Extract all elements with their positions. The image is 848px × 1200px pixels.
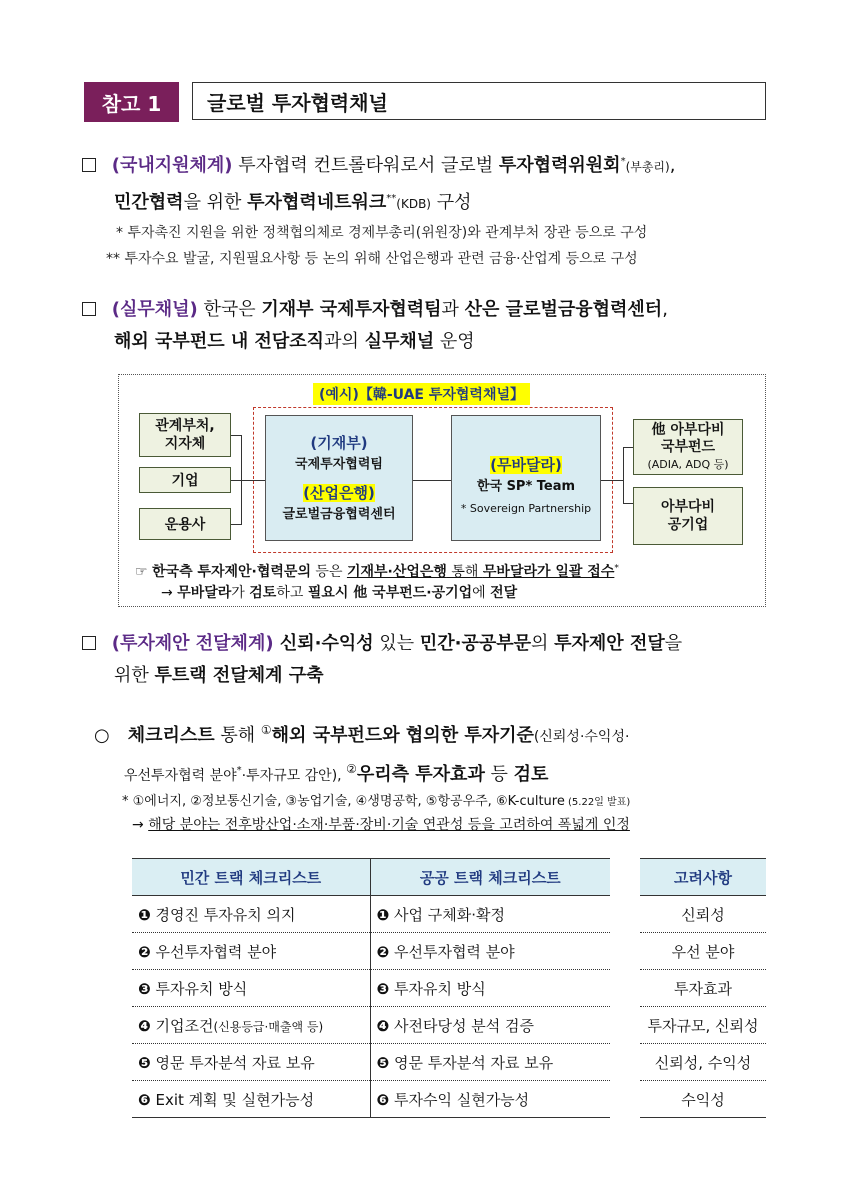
text-bold: 투자제안 전달 xyxy=(554,633,665,654)
text-bold: 무바달라 xyxy=(177,585,232,601)
section-label: (투자제안 전달체계) xyxy=(111,633,274,654)
text: 등 xyxy=(484,764,514,785)
table-row xyxy=(132,1007,766,1044)
text: * ①에너지, ②정보통신기술, ③농업기술, ④생명공학, ⑤항공우주, ⑥K-culture xyxy=(122,794,565,809)
footnote-mark: ** xyxy=(386,193,397,204)
text: 운영 xyxy=(434,331,475,352)
private-item: 투자유치 방식 xyxy=(155,979,248,998)
number-icon: ❶ xyxy=(376,905,390,924)
diagram-note-2 xyxy=(161,582,517,602)
swf-examples: (ADIA, ADQ 등) xyxy=(647,457,729,471)
number-icon: ❹ xyxy=(376,1016,390,1035)
number-icon: ❺ xyxy=(138,1053,151,1072)
footnote-mark: * xyxy=(620,156,626,167)
number-icon: ❻ xyxy=(138,1090,151,1109)
text: 구성 xyxy=(431,192,472,213)
public-item: 우선투자협력 분야 xyxy=(393,942,515,961)
text-bold: 검토 xyxy=(249,585,277,601)
text-bold: 전달 xyxy=(490,585,518,601)
text-small: (신뢰성·수익성· xyxy=(533,729,630,745)
text: 을 위한 xyxy=(183,192,248,213)
public-item: 투자수익 실현가능성 xyxy=(393,1090,530,1109)
consideration: 우선 분야 xyxy=(671,942,735,961)
text-small: (5.22일 발표) xyxy=(564,797,631,808)
pointer-icon: ☞ xyxy=(135,564,148,580)
spacer-cell xyxy=(610,933,640,970)
public-cell xyxy=(370,933,610,970)
moef-label: (기재부) xyxy=(310,434,368,452)
private-item: Exit 계획 및 실현가능성 xyxy=(155,1090,315,1109)
number-icon: ❶ xyxy=(138,905,151,924)
text: 을 xyxy=(664,633,683,654)
consideration: 수익성 xyxy=(681,1090,725,1109)
text-bold: 신뢰·수익성 xyxy=(273,633,374,654)
box-moef-kdb xyxy=(265,415,413,541)
text: 등은 xyxy=(310,564,347,580)
box-mubadala xyxy=(451,415,601,541)
spacer-cell xyxy=(610,1081,640,1118)
footnote-mark: * xyxy=(236,765,242,776)
text-bold: 무바달라가 일괄 접수 xyxy=(482,564,615,580)
footnote-1: * 투자촉진 지원을 위한 정책협의체로 경제부총리(위원장)와 관계부처 장관 등으로 구성 xyxy=(116,225,648,241)
text-bold: 기재부·산업은행 xyxy=(346,564,447,580)
private-item: 기업조건 xyxy=(155,1016,214,1035)
text-bold: 기재부 국제투자협력팀 xyxy=(261,299,442,320)
header-considerations: 고려사항 xyxy=(640,859,766,896)
mubadala-note: * Sovereign Partnership xyxy=(460,502,592,515)
consideration: 투자규모, 신뢰성 xyxy=(647,1016,759,1035)
text-bold: 검토 xyxy=(513,764,549,785)
private-cell xyxy=(132,1044,370,1081)
private-cell xyxy=(132,1081,370,1118)
private-item: 영문 투자분석 자료 보유 xyxy=(155,1053,315,1072)
consideration: 신뢰성 xyxy=(681,905,725,924)
text-small: (부총리) xyxy=(625,160,670,174)
header-private: 민간 트랙 체크리스트 xyxy=(132,859,370,896)
moef-team: 국제투자협력팀 xyxy=(295,457,383,472)
text-bold: 민간·공공부문 xyxy=(419,633,532,654)
private-item-note: (신용등급·매출액 등) xyxy=(213,1019,324,1034)
text: 있는 xyxy=(373,633,420,654)
circle-number: ② xyxy=(346,762,357,776)
text-bold: 체크리스트 xyxy=(127,725,215,746)
table-row xyxy=(132,1081,766,1118)
consideration-cell xyxy=(640,1007,766,1044)
mubadala-label: (무바달라) xyxy=(490,456,562,474)
spacer-cell xyxy=(610,1007,640,1044)
text: 과의 xyxy=(324,331,365,352)
number-icon: ❺ xyxy=(376,1053,390,1072)
text: 투자협력 컨트롤타워로서 글로벌 xyxy=(232,155,499,176)
text: 에 xyxy=(472,585,491,601)
checklist-paragraph xyxy=(94,714,774,792)
section-domestic xyxy=(82,146,772,220)
sector-note xyxy=(132,814,630,834)
header-public: 공공 트랙 체크리스트 xyxy=(370,859,610,896)
public-cell xyxy=(370,1081,610,1118)
consideration-cell xyxy=(640,970,766,1007)
private-cell xyxy=(132,1007,370,1044)
checklist-table xyxy=(132,858,766,1118)
box-ministries: 관계부처, 지자체 xyxy=(139,413,231,457)
public-cell xyxy=(370,1007,610,1044)
text-bold: 해외 국부펀드 내 전담조직 xyxy=(114,331,325,352)
number-icon: ❹ xyxy=(138,1016,151,1035)
table-row xyxy=(132,933,766,970)
spacer-cell xyxy=(610,1044,640,1081)
text: 해당 분야는 전후방산업·소재·부품·장비·기술 연관성 등을 고려하여 폭넓게 인정 xyxy=(148,817,630,833)
table-row xyxy=(132,970,766,1007)
number-icon: ❷ xyxy=(138,942,151,961)
footnote-mark: * xyxy=(614,563,619,574)
private-item: 경영진 투자유치 의지 xyxy=(155,905,296,924)
text-bold: 필요시 他 국부펀드·공기업 xyxy=(307,585,473,601)
text: 통해 xyxy=(446,564,483,580)
text-bold: 투트랙 전달체계 구축 xyxy=(154,665,324,686)
channel-diagram xyxy=(118,374,766,607)
text-bold: 우리측 투자효과 xyxy=(356,764,485,785)
section-label: (실무채널) xyxy=(111,299,198,320)
consideration: 투자효과 xyxy=(674,979,732,998)
text-bold: 투자협력네트워크 xyxy=(247,192,387,213)
consideration-cell xyxy=(640,1081,766,1118)
text-bold: 민간협력 xyxy=(114,192,184,213)
number-icon: ❻ xyxy=(376,1090,390,1109)
kdb-label: (산업은행) xyxy=(303,484,375,502)
number-icon: ❷ xyxy=(376,942,390,961)
number-icon: ❸ xyxy=(376,979,390,998)
footnote-2: ** 투자수요 발굴, 지원필요사항 등 논의 위해 산업은행과 관련 금융·산업계 등으로 구성 xyxy=(106,251,638,267)
bullet-icon: ○ xyxy=(94,725,110,746)
diagram-title: (예시)【韓-UAE 투자협력채널】 xyxy=(313,383,530,405)
text-bold: 투자협력위원회 xyxy=(498,155,621,176)
private-cell xyxy=(132,933,370,970)
public-cell xyxy=(370,1044,610,1081)
text-bold: 실무채널 xyxy=(364,331,435,352)
text-bold: 산은 글로벌금융협력센터 xyxy=(464,299,663,320)
text-small: (KDB) xyxy=(396,197,431,211)
spacer-cell xyxy=(610,896,640,933)
text: → xyxy=(161,585,178,601)
spacer-cell xyxy=(610,970,640,1007)
text: → xyxy=(132,817,149,833)
checkbox-icon xyxy=(82,636,96,650)
section-working-channel xyxy=(82,294,772,358)
public-item: 사업 구체화·확정 xyxy=(393,905,505,924)
section-proposal-system xyxy=(82,628,772,692)
page-title: 글로벌 투자협력채널 xyxy=(192,82,766,120)
box-asset-managers: 운용사 xyxy=(139,508,231,540)
public-cell xyxy=(370,896,610,933)
public-cell xyxy=(370,970,610,1007)
checkbox-icon xyxy=(82,302,96,316)
spacer xyxy=(610,859,640,896)
public-item: 사전타당성 분석 검증 xyxy=(393,1016,534,1035)
circle-number: ① xyxy=(260,723,272,737)
text: 의 xyxy=(531,633,555,654)
text: 통해 xyxy=(214,725,261,746)
text-small: 우선투자협력 분야 xyxy=(124,768,237,784)
public-item: 영문 투자분석 자료 보유 xyxy=(393,1053,554,1072)
text: 과 xyxy=(441,299,465,320)
diagram-note-1 xyxy=(135,561,619,581)
table-row xyxy=(132,896,766,933)
private-item: 우선투자협력 분야 xyxy=(155,942,277,961)
box-abu-dhabi-swf xyxy=(633,419,743,475)
text-small: ·투자규모 감안), xyxy=(241,768,347,784)
box-companies: 기업 xyxy=(139,467,231,493)
consideration-cell xyxy=(640,1044,766,1081)
text: 위한 xyxy=(114,665,155,686)
public-item: 투자유치 방식 xyxy=(393,979,486,998)
section-tag: 참고 1 xyxy=(84,82,179,122)
number-icon: ❸ xyxy=(138,979,151,998)
consideration: 신뢰성, 수익성 xyxy=(654,1053,752,1072)
text-bold: 해외 국부펀드와 협의한 투자기준 xyxy=(271,725,534,746)
sector-footnote xyxy=(122,790,630,809)
consideration-cell xyxy=(640,933,766,970)
checkbox-icon xyxy=(82,158,96,172)
section-label: (국내지원체계) xyxy=(111,155,233,176)
text: 하고 xyxy=(276,585,308,601)
mubadala-team: 한국 SP* Team xyxy=(476,479,576,494)
private-cell xyxy=(132,896,370,933)
swf-label: 他 아부다비 국부펀드 xyxy=(651,421,725,455)
consideration-cell xyxy=(640,896,766,933)
table-header-row xyxy=(132,859,766,896)
kdb-center: 글로벌금융협력센터 xyxy=(282,507,396,522)
box-abu-dhabi-soe: 아부다비 공기업 xyxy=(633,487,743,545)
table-row xyxy=(132,1044,766,1081)
text: 한국은 xyxy=(197,299,262,320)
text: 가 xyxy=(231,585,250,601)
text-bold: 한국측 투자제안·협력문의 xyxy=(152,564,311,580)
text: , xyxy=(669,155,676,176)
private-cell xyxy=(132,970,370,1007)
text: , xyxy=(662,299,668,320)
